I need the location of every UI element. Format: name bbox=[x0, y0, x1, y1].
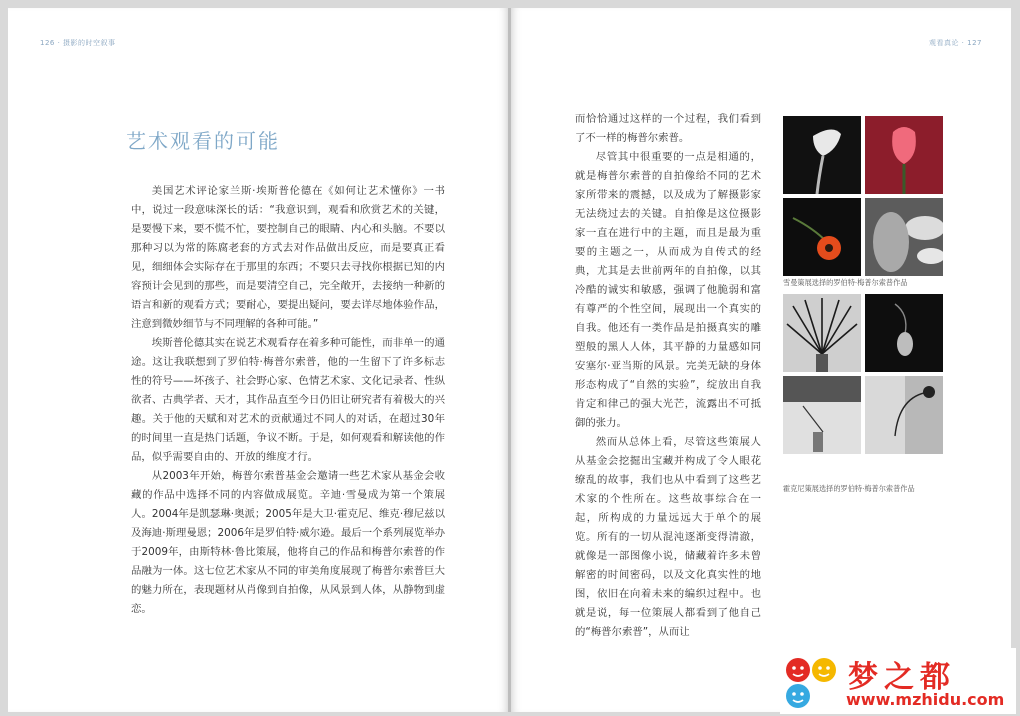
photo-grid-sherman bbox=[783, 116, 943, 276]
right-running-head: 观看真论 · 127 bbox=[928, 39, 982, 47]
photo-cactus-clouds bbox=[865, 198, 943, 276]
photo-curved-stem bbox=[865, 376, 943, 454]
caption-hockney: 霍克尼策展选择的罗伯特·梅普尔索普作品 bbox=[783, 484, 915, 493]
mzhidu-logo-icon bbox=[784, 654, 840, 710]
watermark bbox=[780, 648, 1016, 714]
photo-vase-shadow bbox=[783, 376, 861, 454]
watermark-brand: 梦之都 bbox=[848, 660, 956, 695]
left-paragraph-2: 埃斯普伦德其实在说艺术观看存在着多种可能性，而非单一的通途。这让我联想到了罗伯特·梅普尔索普，他的一生留下了许多标志性的符号——坏孩子、社会野心家、色情艺术家、文化记录者、性纵欲者、古典学者、天才，其作品直至今日仍旧让研究者有着极大的兴趣。关于他的天赋和对艺术的贡献通过不同人的对话，在超过30年的时间里一直是热门话题，争议不断。于是，如何观看和解读他的作品，似乎需要自由的、开放的维度才行。 bbox=[131, 337, 445, 463]
right-body-text bbox=[575, 110, 761, 642]
right-paragraph-1: 而恰恰通过这样的一个过程，我们看到了不一样的梅普尔索普。 bbox=[575, 113, 761, 144]
photo-dark-flower bbox=[865, 294, 943, 372]
watermark-url: www.mzhidu.com bbox=[846, 690, 1005, 709]
chapter-title: 艺术观看的可能 bbox=[126, 129, 280, 154]
right-paragraph-2: 尽管其中很重要的一点是相通的，就是梅普尔索普的自拍像给不同的艺术家所带来的震撼，以及成为了解摄影家无法绕过去的关键。自拍像是这位摄影家一直在进行中的主题，而且是最为重要的主题之一，从而成为自传式的经典，尤其是去世前两年的自拍像，以其冷酷的诚实和敏感，强调了他脆弱和富有尊严的个性空间，展现出一个真实的自我。他还有一类作品是拍摄真实的雕塑般的黑人人体，其平静的力量感如同安塞尔·亚当斯的风景。完美无缺的身体形态构成了“自然的实验”，绽放出自我肯定和律己的强大光芒，流露出不可抵御的张力。 bbox=[575, 151, 761, 429]
left-paragraph-3: 从2003年开始，梅普尔索普基金会邀请一些艺术家从基金会收藏的作品中选择不同的内容做成展览。辛迪·雪曼成为第一个策展人。2004年是凯瑟琳·奥派；2005年是大卫·霍克尼、维克·穆尼兹以及海迪·斯理曼恩；2006年是罗伯特·威尔逊。最后一个系列展览举办于2009年，由斯特林·鲁比策展，他将自己的作品和梅普尔索普的作品融为一体。这七位艺术家从不同的审美角度展现了梅普尔索普巨大的魅力所在，表现题材从肖像到自拍像，从风景到人体，从静物到虚恋。 bbox=[131, 470, 445, 615]
photo-poppy bbox=[783, 198, 861, 276]
left-paragraph-1: 美国艺术评论家兰斯·埃斯普伦德在《如何让艺术懂你》一书中，说过一段意味深长的话：“我意识到，观看和欣赏艺术的关键，是要慢下来，要不慌不忙，要控制自己的眼睛、内心和头脑。不要以那种习以为常的陈腐老套的方式去对作品做出反应，而是要真正看见，细细体会实际存在于那里的东西；不要只去寻找你根据已知的内容预计会见到的那些，而是要清空自己，完全敞开，去接纳一种新的语言和新的观看方式；要耐心，要提出疑问，要去详尽地体验作品，注意到微妙细节与不同理解的各种可能。” bbox=[131, 185, 445, 330]
caption-sherman: 雪曼策展选择的罗伯特·梅普尔索普作品 bbox=[783, 278, 908, 287]
photo-spiky-plant bbox=[783, 294, 861, 372]
photo-tulip bbox=[865, 116, 943, 194]
left-body-text bbox=[131, 182, 445, 619]
photo-grid-hockney bbox=[783, 294, 943, 454]
left-running-head: 126 · 摄影的时空叙事 bbox=[40, 39, 116, 47]
photo-calla-lily bbox=[783, 116, 861, 194]
right-paragraph-3: 然而从总体上看，尽管这些策展人从基金会挖掘出宝藏并构成了令人眼花缭乱的故事，我们也从中看到了这些艺术家的个性所在。这些故事综合在一起，所构成的力量远远大于单个的展览。所有的一切从混沌逐渐变得清澈，就像是一部图像小说，储藏着许多未曾解密的时间密码，以及文化真实性的地图，依旧在向着未来的编织过程中。也就是说，每一位策展人都看到了他自己的“梅普尔索普”，从而让 bbox=[575, 436, 761, 638]
